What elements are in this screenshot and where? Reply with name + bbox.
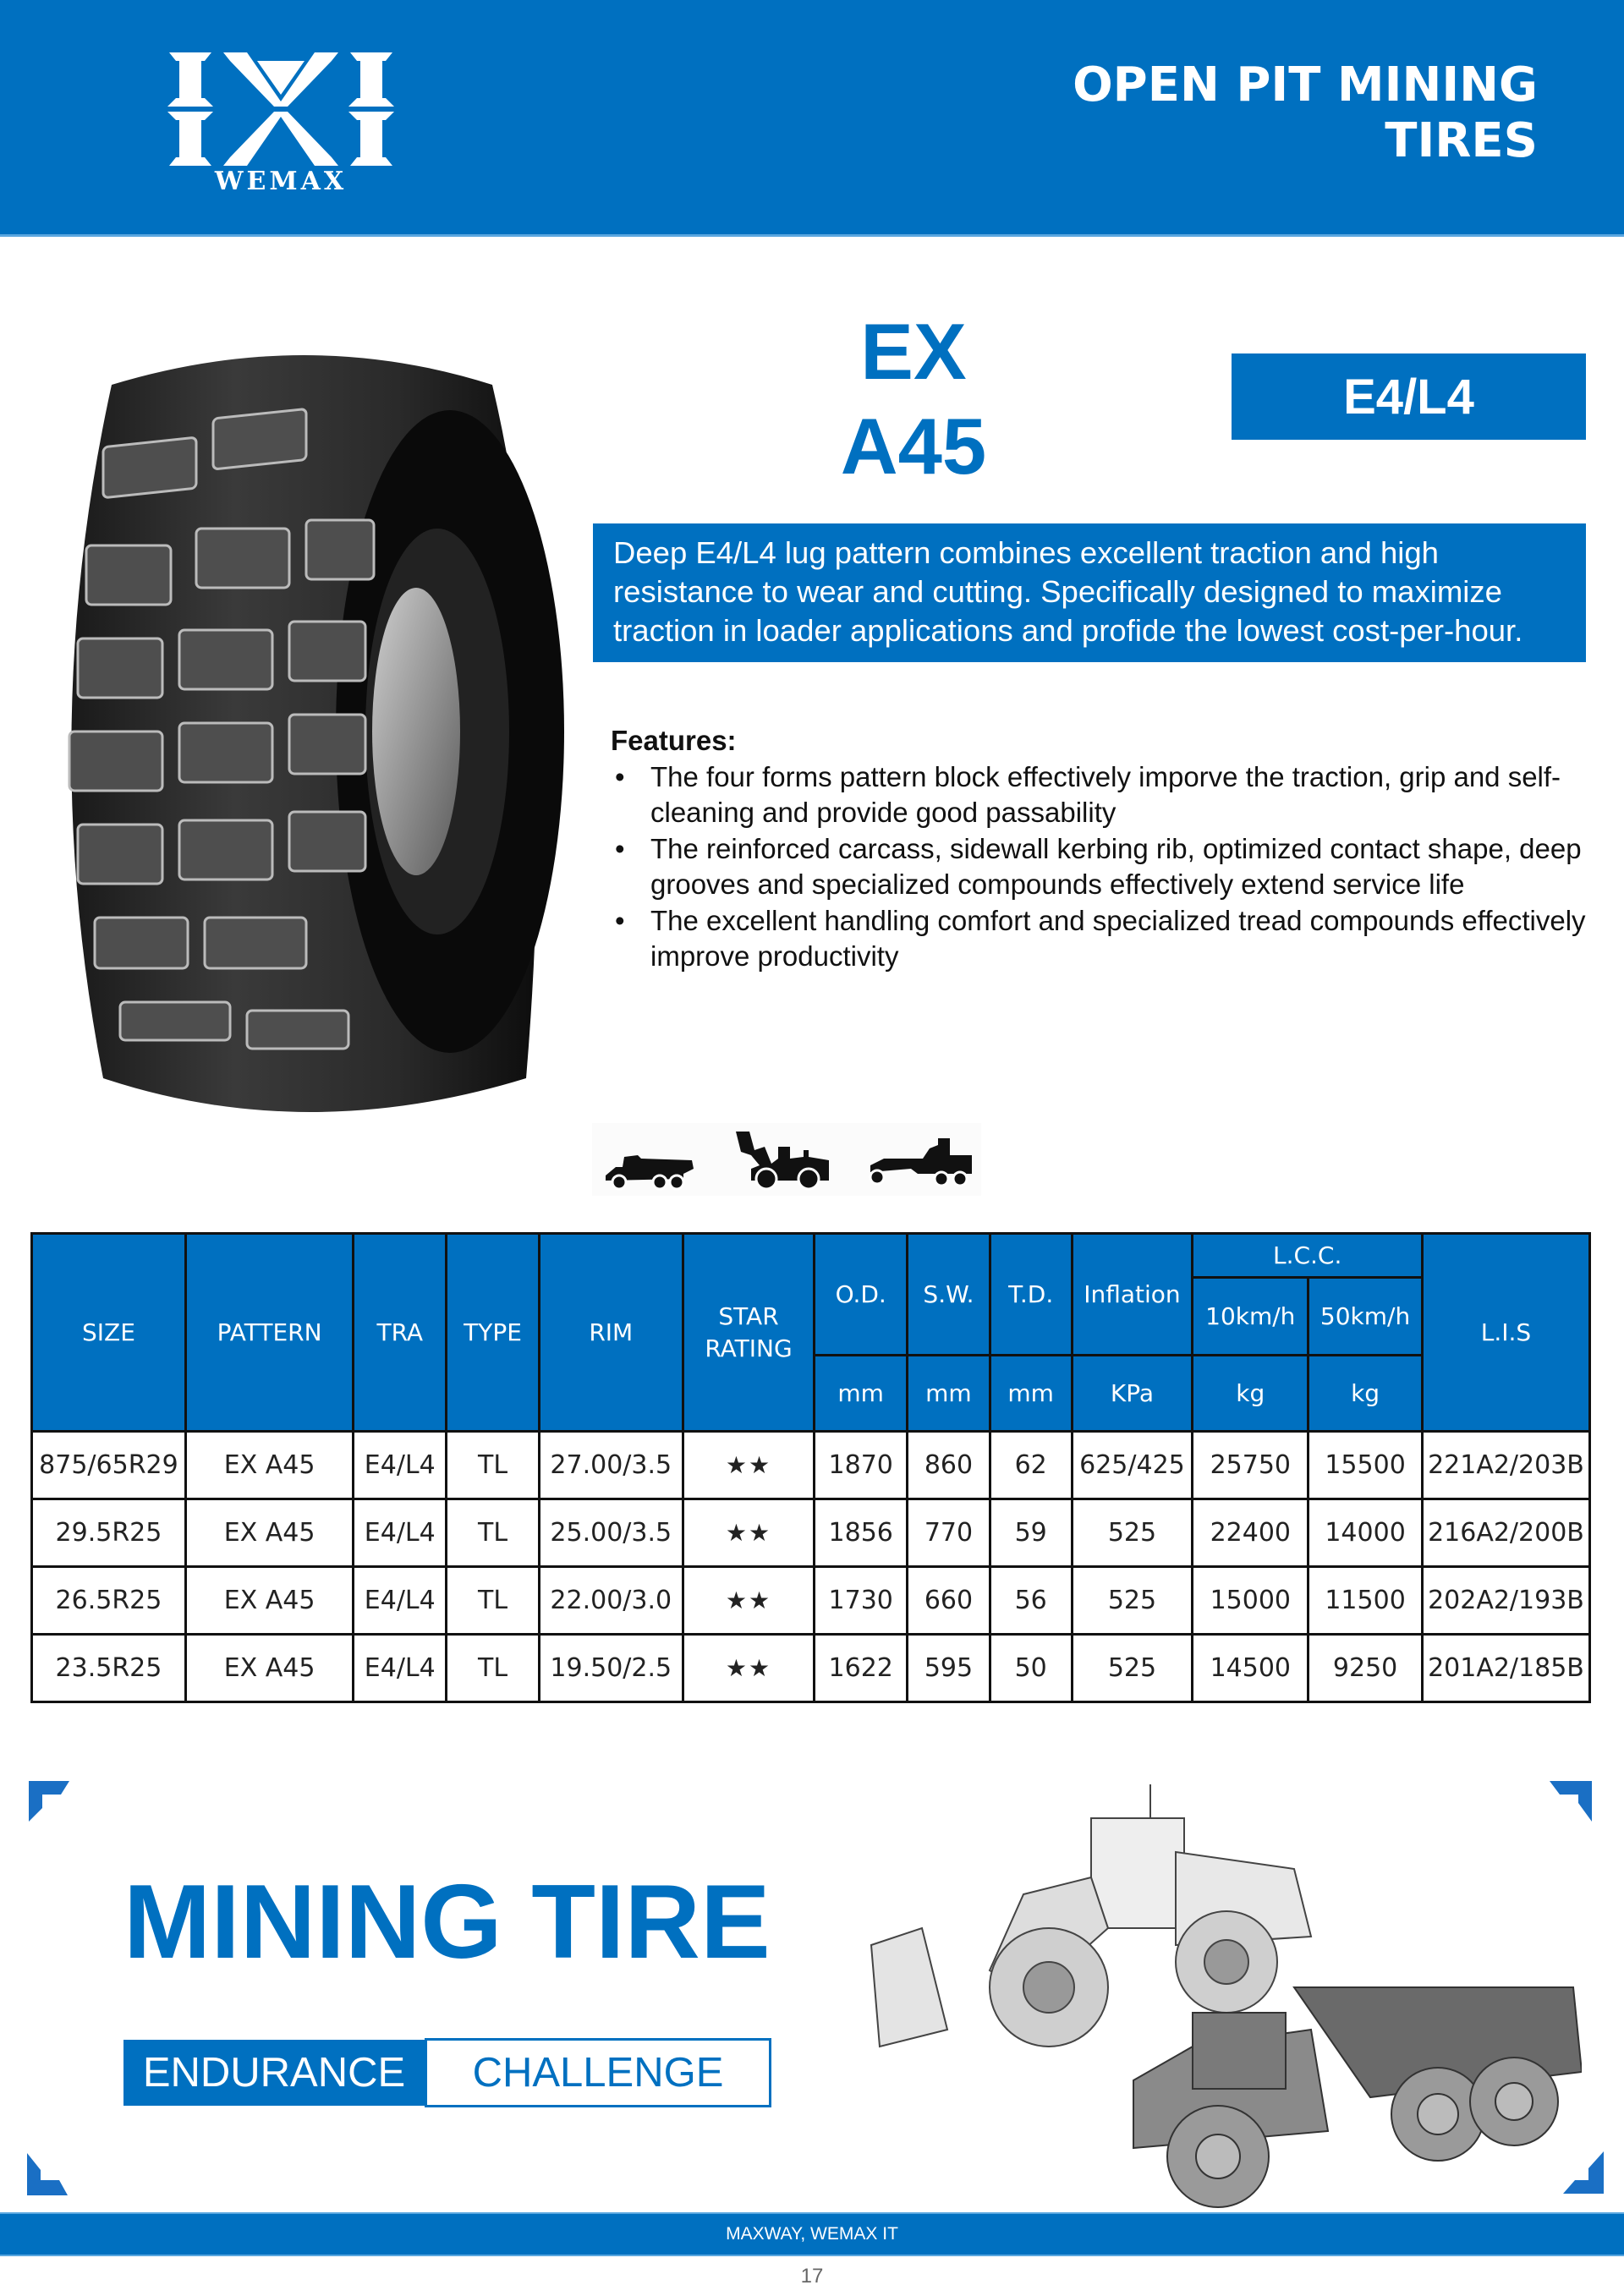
unit-od: mm	[815, 1356, 908, 1432]
cell-type: TL	[447, 1635, 540, 1702]
table-row	[32, 1567, 1590, 1635]
dump-truck-wireframe	[1133, 1987, 1582, 2207]
model-name-line1: EX	[860, 307, 967, 396]
cell-lcc-50: 11500	[1309, 1567, 1423, 1635]
cell-lis: 201A2/185B	[1422, 1635, 1589, 1702]
wheel-loader-icon	[734, 1126, 836, 1194]
cell-pattern: EX A45	[185, 1567, 353, 1635]
cell-inflation: 525	[1072, 1567, 1193, 1635]
col-header-td: T.D.	[990, 1234, 1072, 1356]
col-header-lcc-50: 50km/h	[1309, 1278, 1423, 1356]
col-header-size: SIZE	[32, 1234, 186, 1432]
header-title-line1: OPEN PIT MINING	[1073, 58, 1538, 112]
features-list	[611, 759, 1600, 975]
cell-type: TL	[447, 1499, 540, 1567]
cell-sw: 770	[908, 1499, 990, 1567]
feature-item: • The excellent handling comfort and specialized tread compounds effectively improve productivity	[611, 903, 1600, 975]
cell-od: 1622	[815, 1635, 908, 1702]
model-name-line2: A45	[840, 402, 987, 490]
star-rating-line1: STAR	[718, 1301, 779, 1330]
col-header-lcc-10: 10km/h	[1193, 1278, 1309, 1356]
col-header-lcc: L.C.C.	[1193, 1234, 1423, 1278]
cell-sw: 860	[908, 1432, 990, 1499]
cell-rim: 25.00/3.5	[539, 1499, 683, 1567]
cell-lcc-10: 14500	[1193, 1635, 1309, 1702]
cell-td: 56	[990, 1567, 1072, 1635]
spec-table	[30, 1232, 1591, 1703]
feature-item: • The four forms pattern block effectively imporve the traction, grip and self-cleaning and provide good passability	[611, 759, 1600, 831]
col-header-star-rating	[683, 1234, 815, 1432]
cell-rim: 27.00/3.5	[539, 1432, 683, 1499]
cell-lis: 202A2/193B	[1422, 1567, 1589, 1635]
application-icons	[592, 1123, 981, 1196]
col-header-lis: L.I.S	[1422, 1234, 1589, 1432]
cell-lcc-10: 25750	[1193, 1432, 1309, 1499]
footer-text: MAXWAY, WEMAX IT	[726, 2224, 898, 2244]
cell-rim: 19.50/2.5	[539, 1635, 683, 1702]
unit-lcc-50: kg	[1309, 1356, 1423, 1432]
cell-tra: E4/L4	[354, 1567, 447, 1635]
table-row	[32, 1499, 1590, 1567]
unit-td: mm	[990, 1356, 1072, 1432]
product-description: Deep E4/L4 lug pattern combines excellent traction and high resistance to wear and cutting. Specifically designed to maximize traction in loader applications and profide the lowest cost-per-hour.	[593, 523, 1586, 662]
cell-od: 1730	[815, 1567, 908, 1635]
cell-tra: E4/L4	[354, 1635, 447, 1702]
header-title	[1073, 58, 1538, 169]
dump-truck-icon	[599, 1148, 700, 1191]
endurance-tag: ENDURANCE	[123, 2040, 425, 2106]
tra-badge: E4/L4	[1232, 353, 1586, 440]
corner-bracket-bottom-left-icon	[25, 2153, 69, 2197]
cell-lcc-50: 15500	[1309, 1432, 1423, 1499]
cell-pattern: EX A45	[185, 1432, 353, 1499]
col-header-type: TYPE	[447, 1234, 540, 1432]
cell-size: 875/65R29	[32, 1432, 186, 1499]
cell-inflation: 625/425	[1072, 1432, 1193, 1499]
cell-type: TL	[447, 1432, 540, 1499]
motor-grader-icon	[867, 1137, 977, 1191]
unit-sw: mm	[908, 1356, 990, 1432]
cell-td: 62	[990, 1432, 1072, 1499]
page-number: 17	[800, 2265, 824, 2288]
mining-tire-title: MINING TIRE	[123, 1864, 771, 1981]
cell-lcc-50: 14000	[1309, 1499, 1423, 1567]
table-row	[32, 1432, 1590, 1499]
cell-od: 1856	[815, 1499, 908, 1567]
cell-inflation: 525	[1072, 1499, 1193, 1567]
svg-text:WEMAX: WEMAX	[214, 167, 348, 193]
page-header	[0, 0, 1624, 237]
footer-bar	[0, 2212, 1624, 2256]
tire-image	[52, 334, 585, 1137]
star-rating-line2: RATING	[705, 1334, 793, 1362]
cell-rim: 22.00/3.0	[539, 1567, 683, 1635]
cell-pattern: EX A45	[185, 1635, 353, 1702]
cell-tra: E4/L4	[354, 1432, 447, 1499]
col-header-tra: TRA	[354, 1234, 447, 1432]
unit-lcc-10: kg	[1193, 1356, 1309, 1432]
unit-inflation: KPa	[1072, 1356, 1193, 1432]
col-header-sw: S.W.	[908, 1234, 990, 1356]
cell-lis: 216A2/200B	[1422, 1499, 1589, 1567]
machines-illustration	[854, 1776, 1582, 2216]
cell-lcc-50: 9250	[1309, 1635, 1423, 1702]
table-row	[32, 1635, 1590, 1702]
feature-item: • The reinforced carcass, sidewall kerbing rib, optimized contact shape, deep grooves and specialized compounds effectively extend service life	[611, 831, 1600, 903]
cell-pattern: EX A45	[185, 1499, 353, 1567]
challenge-tag: CHALLENGE	[425, 2038, 771, 2107]
cell-lcc-10: 22400	[1193, 1499, 1309, 1567]
cell-od: 1870	[815, 1432, 908, 1499]
cell-lis: 221A2/203B	[1422, 1432, 1589, 1499]
corner-bracket-top-left-icon	[27, 1779, 71, 1823]
cell-inflation: 525	[1072, 1635, 1193, 1702]
col-header-od: O.D.	[815, 1234, 908, 1356]
cell-sw: 660	[908, 1567, 990, 1635]
features-section	[611, 723, 1600, 975]
cell-stars: ★★	[683, 1432, 815, 1499]
cell-type: TL	[447, 1567, 540, 1635]
cell-lcc-10: 15000	[1193, 1567, 1309, 1635]
wemax-logo	[152, 49, 410, 193]
col-header-pattern: PATTERN	[185, 1234, 353, 1432]
cell-stars: ★★	[683, 1499, 815, 1567]
wheel-loader-wireframe	[871, 1784, 1311, 2047]
cell-tra: E4/L4	[354, 1499, 447, 1567]
cell-stars: ★★	[683, 1567, 815, 1635]
cell-size: 23.5R25	[32, 1635, 186, 1702]
cell-size: 26.5R25	[32, 1567, 186, 1635]
col-header-rim: RIM	[539, 1234, 683, 1432]
cell-td: 59	[990, 1499, 1072, 1567]
header-title-line2: TIRES	[1385, 113, 1538, 168]
cell-sw: 595	[908, 1635, 990, 1702]
cell-td: 50	[990, 1635, 1072, 1702]
col-header-inflation: Inflation	[1072, 1234, 1193, 1356]
cell-stars: ★★	[683, 1635, 815, 1702]
model-name	[812, 304, 1015, 494]
features-title: Features:	[611, 725, 737, 756]
cell-size: 29.5R25	[32, 1499, 186, 1567]
